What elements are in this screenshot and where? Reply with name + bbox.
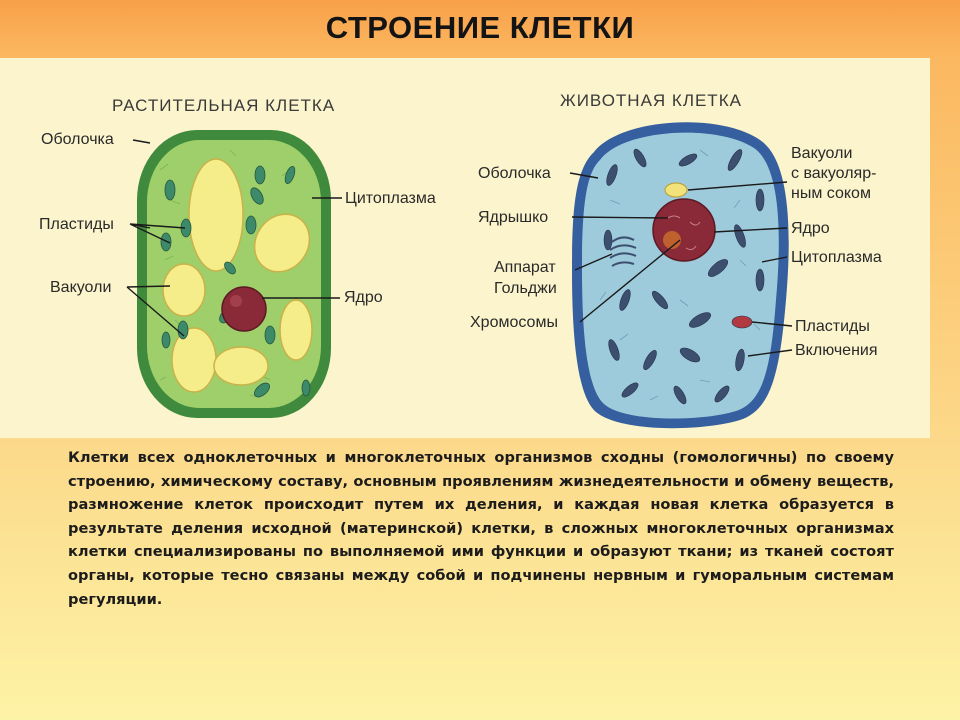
vacuole bbox=[163, 264, 205, 316]
cell-diagram-svg bbox=[0, 58, 930, 438]
vacuole bbox=[189, 159, 243, 271]
label-plant-nucleus: Ядро bbox=[344, 289, 383, 306]
label-plant-cytoplasm: Цитоплазма bbox=[345, 190, 436, 207]
plastid bbox=[255, 166, 265, 184]
vacuole bbox=[172, 328, 216, 392]
label-animal-vacuoles-line3: ным соком bbox=[791, 185, 871, 202]
leader-plant-membrane bbox=[133, 140, 150, 143]
label-plant-plastids: Пластиды bbox=[39, 216, 114, 233]
label-animal-vacuoles-line1: Вакуоли bbox=[791, 145, 853, 162]
cell-diagram-figure bbox=[0, 58, 930, 438]
plastid bbox=[165, 180, 175, 200]
vacuole bbox=[280, 300, 312, 360]
plastid bbox=[178, 321, 188, 339]
plastid bbox=[246, 216, 256, 234]
label-animal-inclusions: Включения bbox=[795, 342, 878, 359]
plastid bbox=[265, 326, 275, 344]
animal-vacuole bbox=[665, 183, 687, 197]
leader-animal-nucleolus bbox=[572, 217, 668, 218]
page-title: СТРОЕНИЕ КЛЕТКИ bbox=[325, 10, 635, 45]
organelle bbox=[756, 269, 764, 291]
plant-cell-heading: РАСТИТЕЛЬНАЯ КЛЕТКА bbox=[112, 96, 336, 115]
description-paragraph: Клетки всех одноклеточных и многоклеточных организмов сходны (гомологичны) по своему строению, химическому составу, основным проявлениям жизнедеятельности и обмену веществ, размножение клеток происходит путем их деления, и каждая новая клетка образуется в результате деления исходной (материнской) клетки, в сложных многоклеточных организмах клетки специализированы по выполняемой ими функции и образуют ткани; из тканей состоят органы, которые тесно связаны между собой и подчинены нервным и гуморальным системам регуляции. bbox=[68, 449, 894, 608]
plant-cell bbox=[39, 130, 436, 418]
organelle bbox=[756, 189, 764, 211]
label-animal-nucleus: Ядро bbox=[791, 220, 830, 237]
plastid bbox=[302, 380, 310, 396]
label-animal-golgi-line2: Гольджи bbox=[494, 280, 557, 297]
label-animal-plastids: Пластиды bbox=[795, 318, 870, 335]
plant-nucleus bbox=[222, 287, 266, 331]
organelle-plastid-red bbox=[732, 316, 752, 328]
label-animal-cytoplasm: Цитоплазма bbox=[791, 249, 882, 266]
animal-nucleus bbox=[653, 199, 715, 261]
label-plant-membrane: Оболочка bbox=[41, 131, 114, 148]
animal-cell-heading: ЖИВОТНАЯ КЛЕТКА bbox=[560, 91, 742, 110]
animal-cell bbox=[470, 122, 882, 428]
plant-nucleus-highlight bbox=[230, 295, 242, 307]
organelle bbox=[604, 230, 612, 250]
label-animal-nucleolus: Ядрышко bbox=[478, 209, 549, 226]
vacuole bbox=[214, 347, 268, 385]
label-animal-golgi-line1: Аппарат bbox=[494, 259, 556, 276]
label-animal-membrane: Оболочка bbox=[478, 165, 551, 182]
plastid bbox=[162, 332, 170, 348]
label-plant-vacuoles: Вакуоли bbox=[50, 279, 112, 296]
label-animal-vacuoles-line2: с вакуоляр- bbox=[791, 165, 877, 182]
label-animal-chromosomes: Хромосомы bbox=[470, 314, 558, 331]
